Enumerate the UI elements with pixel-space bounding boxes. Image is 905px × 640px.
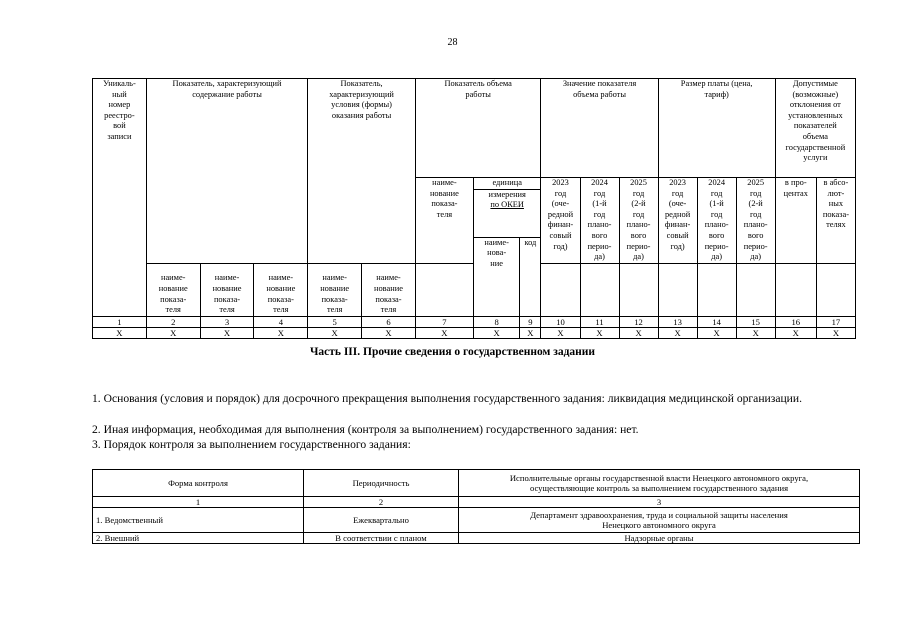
fee-2024: 2024 год (1-й год плано- вого перио- да) (697, 178, 736, 264)
volume-indicator-name: наиме- нование показа- теля (415, 178, 473, 264)
volume-indicators-table (92, 78, 856, 339)
page-number: 28 (447, 37, 458, 48)
control-table (92, 469, 860, 544)
fee-2025: 2025 год (2-й год плано- вого перио- да) (736, 178, 775, 264)
control-period-cell: В соответствии с планом (304, 533, 459, 544)
part3-title: Часть III. Прочие сведения о государственном задании (309, 346, 596, 358)
control-authority-cell: Надзорные органы (459, 533, 860, 544)
paragraph-2: 2. Иная информация, необходимая для выполнения (контроля за выполнением) государственного задания: нет. (92, 423, 639, 436)
control-form-cell: 1. Ведомственный (93, 508, 304, 533)
value-2024-spacer (580, 263, 619, 316)
column-number: 9 (520, 316, 541, 327)
column-number: 16 (775, 316, 816, 327)
column-number: 3 (459, 497, 860, 508)
column-number: 5 (308, 316, 362, 327)
column-number: 7 (415, 316, 473, 327)
volume-indicator-header: Показатель объема работы (415, 79, 541, 178)
paragraph-3: 3. Порядок контроля за выполнением государственного задания: (92, 438, 411, 451)
deviation-absolute: в абсо- лют- ных показа- телях (816, 178, 855, 264)
column-number: 1 (93, 497, 304, 508)
value-2025: 2025 год (2-й год плано- вого перио- да) (619, 178, 658, 264)
x-row (93, 327, 856, 338)
paragraph-1: 1. Основания (условия и порядок) для досрочного прекращения выполнения государственного задания: ликвидация медицинской организации. (92, 392, 802, 405)
volume-indicator-name-spacer (415, 263, 473, 316)
content-indicator-spacer (146, 189, 307, 263)
period-header: Периодичность (304, 470, 459, 497)
deviation-header: Допустимые (возможные) отклонения от установленных показателей объема государственной услуги (775, 79, 855, 178)
fee-2025-spacer (736, 263, 775, 316)
unit-subheader: измерения по ОКЕИ (473, 189, 541, 237)
table-cell: X (93, 327, 147, 338)
column-number: 2 (146, 316, 200, 327)
column-number: 15 (736, 316, 775, 327)
column-number: 17 (816, 316, 855, 327)
table-row (93, 508, 860, 533)
column-numbers-row (93, 316, 856, 327)
content-indicator-name-3: наиме- нование показа- теля (254, 263, 308, 316)
table-cell: X (658, 327, 697, 338)
column-number: 4 (254, 316, 308, 327)
column-number: 8 (473, 316, 519, 327)
value-2023: 2023 год (оче- редной финан- совый год) (541, 178, 580, 264)
content-indicator-name-2: наиме- нование показа- теля (200, 263, 254, 316)
table-cell: X (619, 327, 658, 338)
fee-2024-spacer (697, 263, 736, 316)
deviation-absolute-spacer (816, 263, 855, 316)
authority-header: Исполнительные органы государственной власти Ненецкого автономного округа, осуществляющие контроль за выполнением государственного задания (459, 470, 860, 497)
table-cell: X (415, 327, 473, 338)
table-cell: X (308, 327, 362, 338)
table-cell: X (520, 327, 541, 338)
control-form-cell: 2. Внешний (93, 533, 304, 544)
registry-number-header: Уникаль- ный номер реестро- вой записи (93, 79, 147, 317)
column-number: 6 (362, 316, 416, 327)
content-indicator-name-1: наиме- нование показа- теля (146, 263, 200, 316)
column-number: 13 (658, 316, 697, 327)
value-2023-spacer (541, 263, 580, 316)
header-row-main (93, 79, 856, 178)
condition-indicator-name-1: наиме- нование показа- теля (308, 263, 362, 316)
volume-value-header: Значение показателя объема работы (541, 79, 658, 178)
table-cell: X (362, 327, 416, 338)
form-header: Форма контроля (93, 470, 304, 497)
control-numbers-row (93, 497, 860, 508)
table-cell: X (775, 327, 816, 338)
condition-indicator-header: Показатель, характеризующий условия (формы) оказания работы (308, 79, 416, 190)
deviation-percent: в про- центах (775, 178, 816, 264)
table-cell: X (254, 327, 308, 338)
fee-2023-spacer (658, 263, 697, 316)
control-period-cell: Ежеквартально (304, 508, 459, 533)
unit-name-header: наиме- нова- ние (473, 237, 519, 316)
column-number: 3 (200, 316, 254, 327)
table-cell: X (473, 327, 519, 338)
column-number: 11 (580, 316, 619, 327)
content-indicator-header: Показатель, характеризующий содержание работы (146, 79, 307, 190)
column-number: 10 (541, 316, 580, 327)
column-number: 14 (697, 316, 736, 327)
table-cell: X (697, 327, 736, 338)
fee-2023: 2023 год (оче- редной финан- совый год) (658, 178, 697, 264)
table-row (93, 533, 860, 544)
condition-indicator-spacer (308, 189, 416, 263)
table-cell: X (736, 327, 775, 338)
table-cell: X (816, 327, 855, 338)
table-cell: X (580, 327, 619, 338)
column-number: 12 (619, 316, 658, 327)
column-number: 1 (93, 316, 147, 327)
table-cell: X (541, 327, 580, 338)
condition-indicator-name-2: наиме- нование показа- теля (362, 263, 416, 316)
column-number: 2 (304, 497, 459, 508)
table-cell: X (146, 327, 200, 338)
unit-code-header: код (520, 237, 541, 316)
table-cell: X (200, 327, 254, 338)
value-2024: 2024 год (1-й год плано- вого перио- да) (580, 178, 619, 264)
value-2025-spacer (619, 263, 658, 316)
control-authority-cell: Департамент здравоохранения, труда и социальной защиты населения Ненецкого автономного округа (459, 508, 860, 533)
unit-header: единица (473, 178, 541, 190)
fee-header: Размер платы (цена, тариф) (658, 79, 775, 178)
deviation-percent-spacer (775, 263, 816, 316)
control-header-row (93, 470, 860, 497)
